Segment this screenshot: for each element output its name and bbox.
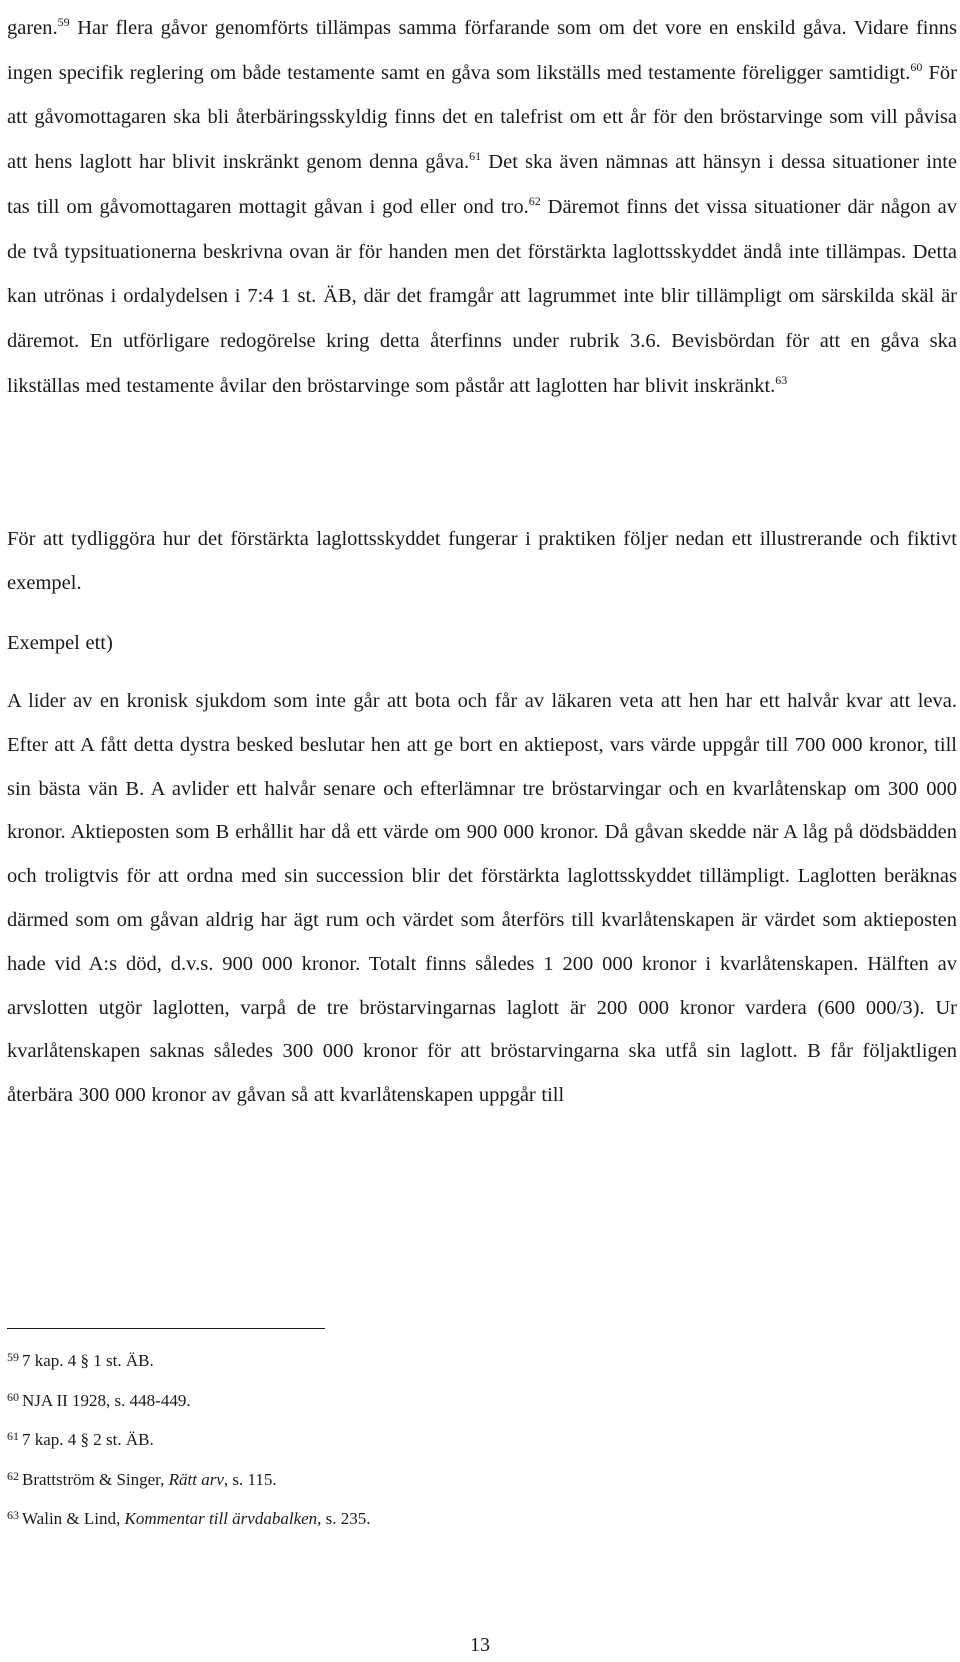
footnote-61 — [7, 1421, 957, 1461]
text-segment: Däremot finns det vissa situationer där någon av de två typsituationerna beskrivna ovan är för handen men det förstärkta laglottsskyddet ändå inte tillämpas. Detta kan utrönas i ordalydelsen i 7:4 1 st. ÄB, där det framgår att lagrummet inte blir tillämpligt om särskilda skäl är däremot. En utförligare redogörelse kring detta återfinns under rubrik 3.6. Bevisbördan för att en gåva ska likställas med testamente åvilar den bröstarvinge som påstår att laglotten har blivit inskränkt. — [7, 195, 957, 397]
footnote-text: Walin & Lind, — [22, 1509, 125, 1529]
paragraph-example-intro: För att tydliggöra hur det förstärkta laglottsskyddet fungerar i praktiken följer nedan ett illustrerande och fiktivt exempel. — [7, 528, 957, 594]
footnote-number: 61 — [7, 1429, 19, 1444]
footnote-59 — [7, 1342, 957, 1382]
text-segment: Det ska även nämnas att hänsyn i dessa situationer inte tas till om gåvomottagaren mottagit gåvan i god eller ond tro. — [7, 151, 958, 218]
footnote-60 — [7, 1382, 957, 1422]
footnote-number: 63 — [7, 1508, 19, 1523]
footnote-text: , s. 235. — [317, 1509, 371, 1529]
footnote-text: 7 kap. 4 § 2 st. ÄB. — [22, 1430, 154, 1450]
text-segment: För att gåvomottagaren ska bli återbäringsskyldig finns det en talefrist om ett år för den bröstarvinge som vill påvisa att hens laglott har blivit inskränkt genom denna gåva. — [7, 61, 957, 174]
text-segment: garen. — [7, 17, 58, 39]
footnote-ref-63[interactable]: 63 — [775, 372, 788, 387]
footnote-ref-59[interactable]: 59 — [57, 15, 70, 30]
paragraph-gifts-rules — [7, 6, 957, 408]
footnote-number: 62 — [7, 1468, 19, 1483]
footnote-number: 60 — [7, 1389, 19, 1404]
footnote-63 — [7, 1500, 957, 1540]
footnote-ref-60[interactable]: 60 — [910, 59, 923, 74]
footnote-text: Brattström & Singer, — [22, 1469, 169, 1489]
footnote-number: 59 — [7, 1350, 19, 1364]
footnote-title: Rätt arv — [168, 1469, 224, 1489]
footnote-ref-61[interactable]: 61 — [469, 149, 482, 164]
page-number: 13 — [470, 1634, 490, 1656]
footnote-62 — [7, 1461, 957, 1501]
footnote-divider — [7, 1328, 325, 1329]
footnote-text: NJA II 1928, s. 448-449. — [22, 1390, 191, 1410]
footnote-text: , s. 115. — [223, 1469, 277, 1489]
example-heading: Exempel ett) — [7, 632, 113, 654]
footnote-text: 7 kap. 4 § 1 st. ÄB. — [22, 1351, 154, 1370]
footnotes — [7, 1342, 957, 1540]
footnote-ref-62[interactable]: 62 — [528, 193, 541, 208]
footnote-title: Kommentar till ärvdabalken — [124, 1509, 318, 1529]
text-segment: Har flera gåvor genomförts tillämpas samma förfarande som om det vore en enskild gåva. Vidare finns ingen specifik reglering om både testamente samt en gåva som likställs med testamente föreligger samtidigt. — [7, 17, 957, 84]
paragraph-example-one: A lider av en kronisk sjukdom som inte går att bota och får av läkaren veta att hen har ett halvår kvar att leva. Efter att A fått detta dystra besked beslutar hen att ge bort en aktiepost, vars värde uppgår till 700 000 kronor, till sin bästa vän B. A avlider ett halvår senare och efterlämnar tre bröstarvingar och en kvarlåtenskap om 300 000 kronor. Aktieposten som B erhållit har då ett värde om 900 000 kronor. Då gåvan skedde när A låg på dödsbädden och troligtvis för att ordna med sin succession blir det förstärkta laglottsskyddet tillämpligt. Laglotten beräknas därmed som om gåvan aldrig har ägt rum och värdet som återförs till kvarlåtenskapen är värdet som aktieposten hade vid A:s död, d.v.s. 900 000 kronor. Totalt finns således 1 200 000 kronor i kvarlåtenskapen. Hälften av arvslotten utgör laglotten, varpå de tre bröstarvingarnas laglott är 200 000 kronor vardera (600 000/3). Ur kvarlåtenskapen saknas således 300 000 kronor för att bröstarvingarna ska utfå sin laglott. B får följaktligen återbära 300 000 kronor av gåvan så att kvarlåtenskapen uppgår till — [7, 690, 957, 1107]
